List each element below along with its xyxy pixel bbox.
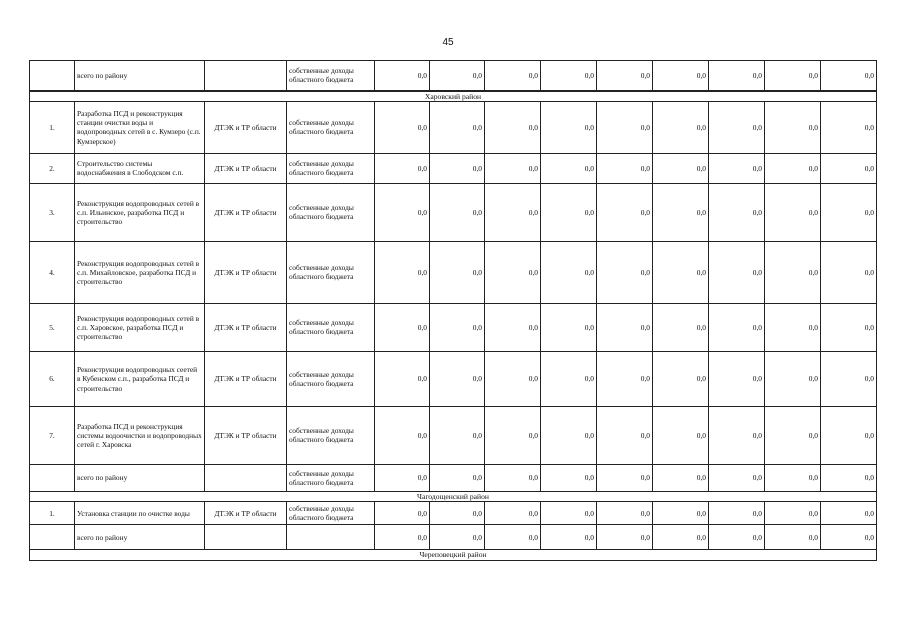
value-cell: 0,0 (597, 502, 653, 525)
total-row (30, 464, 877, 491)
value-cell: 0,0 (485, 464, 541, 491)
executor (205, 61, 287, 91)
executor: ДТЭК и ТР области (205, 183, 287, 241)
value-cell: 0,0 (709, 303, 765, 351)
value-cell: 0,0 (765, 303, 821, 351)
funding-source: собственные доходы областного бюджета (287, 241, 375, 303)
executor: ДТЭК и ТР области (205, 153, 287, 183)
funding-source (287, 525, 375, 550)
value-cell: 0,0 (541, 351, 597, 406)
value-cell: 0,0 (597, 241, 653, 303)
value-cell: 0,0 (765, 464, 821, 491)
funding-source: собственные доходы областного бюджета (287, 303, 375, 351)
value-cell: 0,0 (541, 464, 597, 491)
table-row (30, 241, 877, 303)
funding-source: собственные доходы областного бюджета (287, 502, 375, 525)
value-cell: 0,0 (709, 153, 765, 183)
value-cell: 0,0 (653, 101, 709, 153)
value-cell: 0,0 (709, 406, 765, 464)
value-cell: 0,0 (541, 303, 597, 351)
value-cell: 0,0 (541, 241, 597, 303)
value-cell: 0,0 (765, 406, 821, 464)
value-cell: 0,0 (485, 241, 541, 303)
executor: ДТЭК и ТР области (205, 351, 287, 406)
item-number: 5. (30, 303, 75, 351)
value-cell: 0,0 (765, 183, 821, 241)
table-row (30, 183, 877, 241)
value-cell: 0,0 (541, 525, 597, 550)
value-cell: 0,0 (485, 502, 541, 525)
item-number: 1. (30, 502, 75, 525)
section-title: Харовский район (30, 91, 877, 102)
table-row (30, 153, 877, 183)
funding-source: собственные доходы областного бюджета (287, 406, 375, 464)
value-cell: 0,0 (485, 61, 541, 91)
executor: ДТЭК и ТР области (205, 241, 287, 303)
total-label: всего по району (75, 61, 205, 91)
value-cell: 0,0 (430, 153, 485, 183)
value-cell: 0,0 (653, 61, 709, 91)
total-label: всего по району (75, 525, 205, 550)
value-cell: 0,0 (375, 502, 430, 525)
value-cell: 0,0 (709, 101, 765, 153)
value-cell: 0,0 (430, 101, 485, 153)
executor: ДТЭК и ТР области (205, 101, 287, 153)
value-cell: 0,0 (597, 303, 653, 351)
total-label: всего по району (75, 464, 205, 491)
value-cell: 0,0 (653, 303, 709, 351)
value-cell: 0,0 (430, 406, 485, 464)
value-cell: 0,0 (597, 183, 653, 241)
value-cell: 0,0 (485, 183, 541, 241)
item-name: Реконструкция водопроводных сетей в с.п. Харовское, разработка ПСД и строительство (75, 303, 205, 351)
value-cell: 0,0 (821, 153, 877, 183)
value-cell: 0,0 (597, 351, 653, 406)
value-cell: 0,0 (485, 351, 541, 406)
value-cell: 0,0 (765, 351, 821, 406)
value-cell: 0,0 (821, 303, 877, 351)
item-name: Разработка ПСД и реконструкция системы водоочистки и водопроводных сетей г. Харовска (75, 406, 205, 464)
value-cell: 0,0 (821, 464, 877, 491)
value-cell: 0,0 (430, 525, 485, 550)
value-cell: 0,0 (709, 502, 765, 525)
value-cell: 0,0 (541, 61, 597, 91)
value-cell: 0,0 (765, 502, 821, 525)
executor (205, 464, 287, 491)
value-cell: 0,0 (653, 406, 709, 464)
value-cell: 0,0 (597, 153, 653, 183)
total-row (30, 61, 877, 91)
item-name: Реконструкция водопроводных сетей в с.п. Михайловское, разработка ПСД и строительство (75, 241, 205, 303)
value-cell: 0,0 (485, 525, 541, 550)
page-number: 45 (442, 37, 454, 48)
table-row (30, 502, 877, 525)
item-number (30, 61, 75, 91)
value-cell: 0,0 (375, 101, 430, 153)
value-cell: 0,0 (375, 183, 430, 241)
item-name: Установка станции по очистке воды (75, 502, 205, 525)
value-cell: 0,0 (485, 153, 541, 183)
value-cell: 0,0 (821, 101, 877, 153)
table-row (30, 101, 877, 153)
value-cell: 0,0 (821, 241, 877, 303)
value-cell: 0,0 (597, 101, 653, 153)
executor: ДТЭК и ТР области (205, 502, 287, 525)
value-cell: 0,0 (375, 153, 430, 183)
funding-source: собственные доходы областного бюджета (287, 101, 375, 153)
value-cell: 0,0 (653, 153, 709, 183)
value-cell: 0,0 (821, 183, 877, 241)
value-cell: 0,0 (430, 303, 485, 351)
value-cell: 0,0 (485, 406, 541, 464)
value-cell: 0,0 (375, 303, 430, 351)
section-title: Череповецкий район (30, 550, 877, 560)
value-cell: 0,0 (541, 406, 597, 464)
value-cell: 0,0 (485, 303, 541, 351)
executor (205, 525, 287, 550)
item-number: 6. (30, 351, 75, 406)
item-number: 2. (30, 153, 75, 183)
value-cell: 0,0 (375, 241, 430, 303)
value-cell: 0,0 (375, 61, 430, 91)
item-name: Разработка ПСД и реконструкция станции очистки воды и водопроводных сетей в с. Кумзеро (с.п. Кумзерское) (75, 101, 205, 153)
value-cell: 0,0 (653, 351, 709, 406)
item-number: 4. (30, 241, 75, 303)
value-cell: 0,0 (597, 464, 653, 491)
table-row (30, 406, 877, 464)
value-cell: 0,0 (375, 464, 430, 491)
value-cell: 0,0 (765, 61, 821, 91)
value-cell: 0,0 (653, 183, 709, 241)
item-number: 3. (30, 183, 75, 241)
value-cell: 0,0 (375, 406, 430, 464)
value-cell: 0,0 (765, 525, 821, 550)
value-cell: 0,0 (709, 183, 765, 241)
item-number: 7. (30, 406, 75, 464)
value-cell: 0,0 (821, 351, 877, 406)
value-cell: 0,0 (709, 241, 765, 303)
value-cell: 0,0 (709, 61, 765, 91)
value-cell: 0,0 (653, 502, 709, 525)
funding-source: собственные доходы областного бюджета (287, 464, 375, 491)
value-cell: 0,0 (541, 183, 597, 241)
value-cell: 0,0 (653, 464, 709, 491)
value-cell: 0,0 (765, 241, 821, 303)
value-cell: 0,0 (541, 153, 597, 183)
value-cell: 0,0 (765, 101, 821, 153)
executor: ДТЭК и ТР области (205, 303, 287, 351)
value-cell: 0,0 (430, 241, 485, 303)
value-cell: 0,0 (375, 351, 430, 406)
item-name: Реконструкция водопроводных сеетей в Кубенском с.п., разработка ПСД и строительство (75, 351, 205, 406)
value-cell: 0,0 (541, 502, 597, 525)
value-cell: 0,0 (541, 101, 597, 153)
value-cell: 0,0 (653, 241, 709, 303)
item-name: Строительство системы водоснабжения в Слободском с.п. (75, 153, 205, 183)
value-cell: 0,0 (430, 183, 485, 241)
total-row (30, 525, 877, 550)
value-cell: 0,0 (597, 525, 653, 550)
item-name: Реконструкция водопроводных сетей в с.п. Ильинское, разработка ПСД и строительство (75, 183, 205, 241)
table-row (30, 351, 877, 406)
section-title: Чагодощенский район (30, 491, 877, 501)
value-cell: 0,0 (821, 61, 877, 91)
value-cell: 0,0 (709, 464, 765, 491)
funding-source: собственные доходы областного бюджета (287, 183, 375, 241)
value-cell: 0,0 (821, 525, 877, 550)
value-cell: 0,0 (709, 525, 765, 550)
budget-table (29, 60, 877, 561)
item-number: 1. (30, 101, 75, 153)
value-cell: 0,0 (821, 502, 877, 525)
value-cell: 0,0 (485, 101, 541, 153)
value-cell: 0,0 (597, 61, 653, 91)
value-cell: 0,0 (430, 351, 485, 406)
table-row (30, 303, 877, 351)
value-cell: 0,0 (597, 406, 653, 464)
value-cell: 0,0 (430, 61, 485, 91)
funding-source: собственные доходы областного бюджета (287, 351, 375, 406)
funding-source: собственные доходы областного бюджета (287, 61, 375, 91)
executor: ДТЭК и ТР области (205, 406, 287, 464)
funding-source: собственные доходы областного бюджета (287, 153, 375, 183)
value-cell: 0,0 (765, 153, 821, 183)
value-cell: 0,0 (430, 502, 485, 525)
value-cell: 0,0 (430, 464, 485, 491)
value-cell: 0,0 (653, 525, 709, 550)
value-cell: 0,0 (375, 525, 430, 550)
item-number (30, 525, 75, 550)
value-cell: 0,0 (821, 406, 877, 464)
item-number (30, 464, 75, 491)
value-cell: 0,0 (709, 351, 765, 406)
